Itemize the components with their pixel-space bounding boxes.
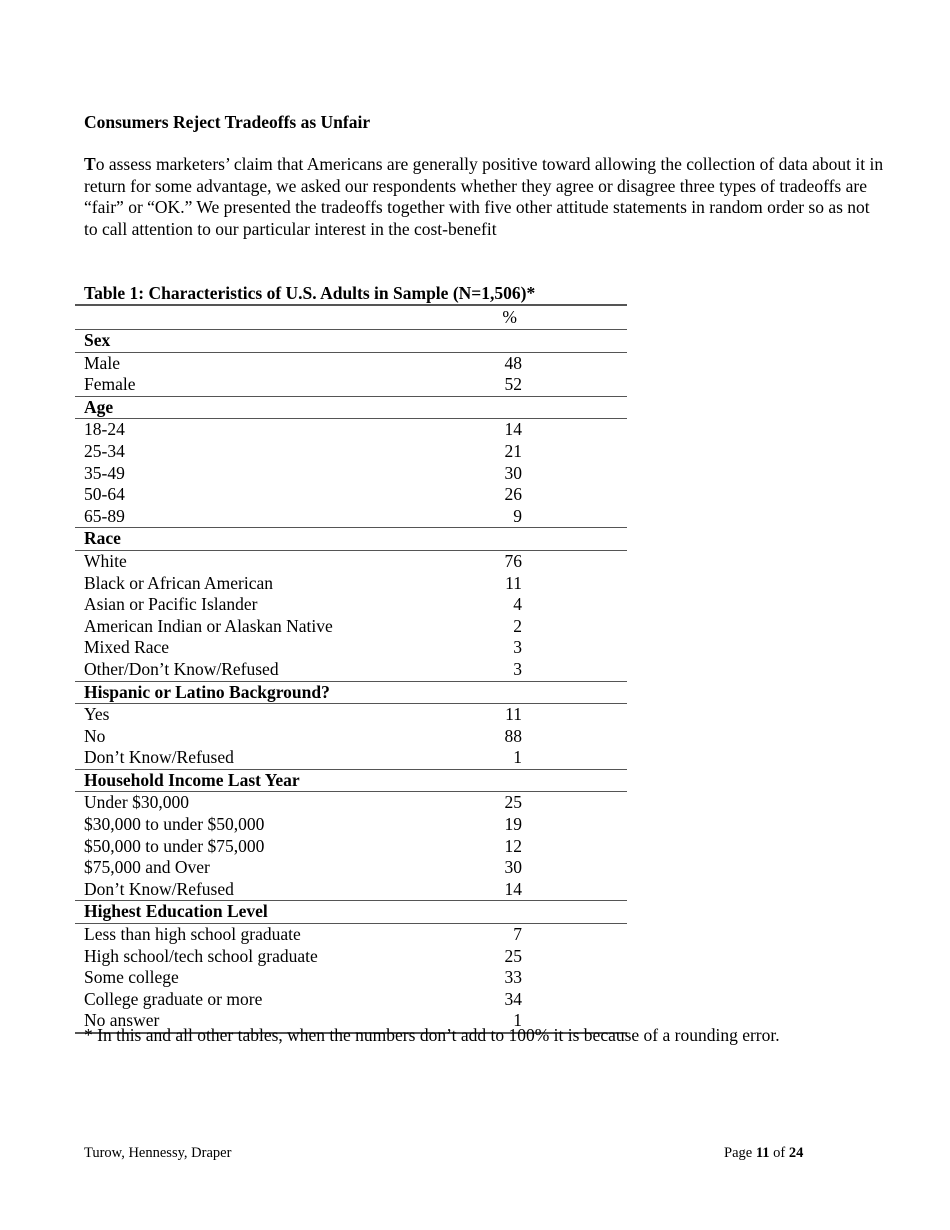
row-percent: 76 (504, 550, 522, 571)
row-label: $50,000 to under $75,000 (84, 835, 265, 856)
row-label: Don’t Know/Refused (84, 878, 234, 899)
row-percent: 9 (513, 505, 522, 526)
row-percent: 12 (504, 835, 522, 856)
row-label: Mixed Race (84, 637, 170, 658)
row-label: 18-24 (84, 419, 125, 440)
table-section-header (75, 682, 627, 705)
table-row (75, 659, 627, 682)
page-prefix: Page (724, 1145, 756, 1161)
row-label: No (84, 725, 106, 746)
table-row (75, 836, 627, 858)
row-percent: 11 (505, 704, 522, 725)
table-section-header (75, 330, 627, 353)
section-title: Highest Education Level (84, 901, 268, 922)
row-percent: 25 (504, 792, 522, 813)
table-row (75, 814, 627, 836)
section-title: Age (84, 396, 114, 417)
table-row (75, 573, 627, 595)
table-row (75, 704, 627, 726)
table-row (75, 857, 627, 879)
row-label: Yes (84, 704, 110, 725)
table-title: Table 1: Characteristics of U.S. Adults in Sample (N=1,506)* (84, 283, 536, 303)
current-page: 11 (755, 1145, 770, 1161)
row-label: 25-34 (84, 440, 125, 461)
row-percent: 3 (513, 658, 522, 679)
row-percent: 48 (504, 352, 522, 373)
row-label: Female (84, 374, 136, 395)
table-row (75, 594, 627, 616)
table-row (75, 946, 627, 968)
section-title: Household Income Last Year (84, 769, 300, 790)
table-header-row (75, 306, 627, 330)
total-pages: 24 (788, 1145, 804, 1161)
row-label: Under $30,000 (84, 792, 189, 813)
row-percent: 3 (513, 637, 522, 658)
table-row (75, 879, 627, 902)
row-label: 50-64 (84, 484, 125, 505)
row-label: Male (84, 352, 120, 373)
row-percent: 11 (505, 572, 522, 593)
table-row (75, 726, 627, 748)
row-label: $30,000 to under $50,000 (84, 814, 265, 835)
row-percent: 33 (504, 967, 522, 988)
row-label: 35-49 (84, 462, 125, 483)
section-title: Race (84, 528, 121, 549)
table-section-header (75, 528, 627, 551)
table-row (75, 967, 627, 989)
row-label: Asian or Pacific Islander (84, 594, 258, 615)
row-label: College graduate or more (84, 988, 263, 1009)
table-row (75, 637, 627, 659)
row-label: $75,000 and Over (84, 857, 210, 878)
table-row (75, 989, 627, 1011)
paragraph-text: o assess marketers’ claim that Americans are generally positive toward allowing the collection of data about it in return for some advantage, we asked our respondents whether they agree or disagree three types of tradeoffs are “fair” or “OK.” We presented the tradeoffs together with five other attitude statements in random order so as not to call attention to our particular interest in the cost-benefit (84, 154, 884, 239)
row-percent: 1 (513, 1010, 522, 1031)
section-title: Hispanic or Latino Background? (84, 681, 330, 702)
row-label: Black or African American (84, 572, 274, 593)
table-row (75, 463, 627, 485)
row-percent: 14 (504, 878, 522, 899)
table-row (75, 374, 627, 397)
table-section-header (75, 901, 627, 924)
row-percent: 19 (504, 814, 522, 835)
row-label: Some college (84, 967, 179, 988)
footer-authors: Turow, Hennessy, Draper (84, 1145, 232, 1161)
table-row (75, 747, 627, 770)
row-percent: 34 (504, 988, 522, 1009)
row-percent: 88 (504, 725, 522, 746)
row-percent: 7 (513, 924, 522, 945)
row-percent: 30 (504, 857, 522, 878)
row-percent: 26 (504, 484, 522, 505)
table-row (75, 792, 627, 814)
table-row (75, 484, 627, 506)
table-section-header (75, 397, 627, 420)
table-row (75, 924, 627, 946)
row-label: 65-89 (84, 505, 125, 526)
row-percent: 21 (504, 440, 522, 461)
row-label: High school/tech school graduate (84, 945, 318, 966)
table-row (75, 616, 627, 638)
section-heading: Consumers Reject Tradeoffs as Unfair (84, 112, 371, 132)
row-percent: 30 (504, 462, 522, 483)
row-label: Less than high school graduate (84, 924, 301, 945)
row-label: Other/Don’t Know/Refused (84, 658, 279, 679)
section-title: Sex (84, 330, 111, 350)
row-percent: 1 (513, 747, 522, 768)
row-percent: 14 (504, 419, 522, 440)
drop-letter: T (84, 154, 96, 174)
footer-page-number (724, 1145, 803, 1162)
percent-column-header: % (502, 307, 517, 327)
table-footnote: * In this and all other tables, when the numbers don’t add to 100% it is because of a rounding error. (84, 1025, 780, 1045)
body-paragraph (84, 154, 884, 240)
demographics-table (75, 304, 627, 1034)
table-row (75, 419, 627, 441)
row-percent: 52 (504, 374, 522, 395)
row-label: No answer (84, 1010, 160, 1031)
table-section-header (75, 770, 627, 793)
row-percent: 4 (513, 594, 522, 615)
table-row (75, 353, 627, 375)
row-percent: 25 (504, 945, 522, 966)
row-label: Don’t Know/Refused (84, 747, 234, 768)
row-label: White (84, 550, 127, 571)
row-percent: 2 (513, 615, 522, 636)
page-of: of (769, 1145, 789, 1161)
table-row (75, 551, 627, 573)
row-label: American Indian or Alaskan Native (84, 615, 333, 636)
table-row (75, 441, 627, 463)
table-row (75, 506, 627, 529)
